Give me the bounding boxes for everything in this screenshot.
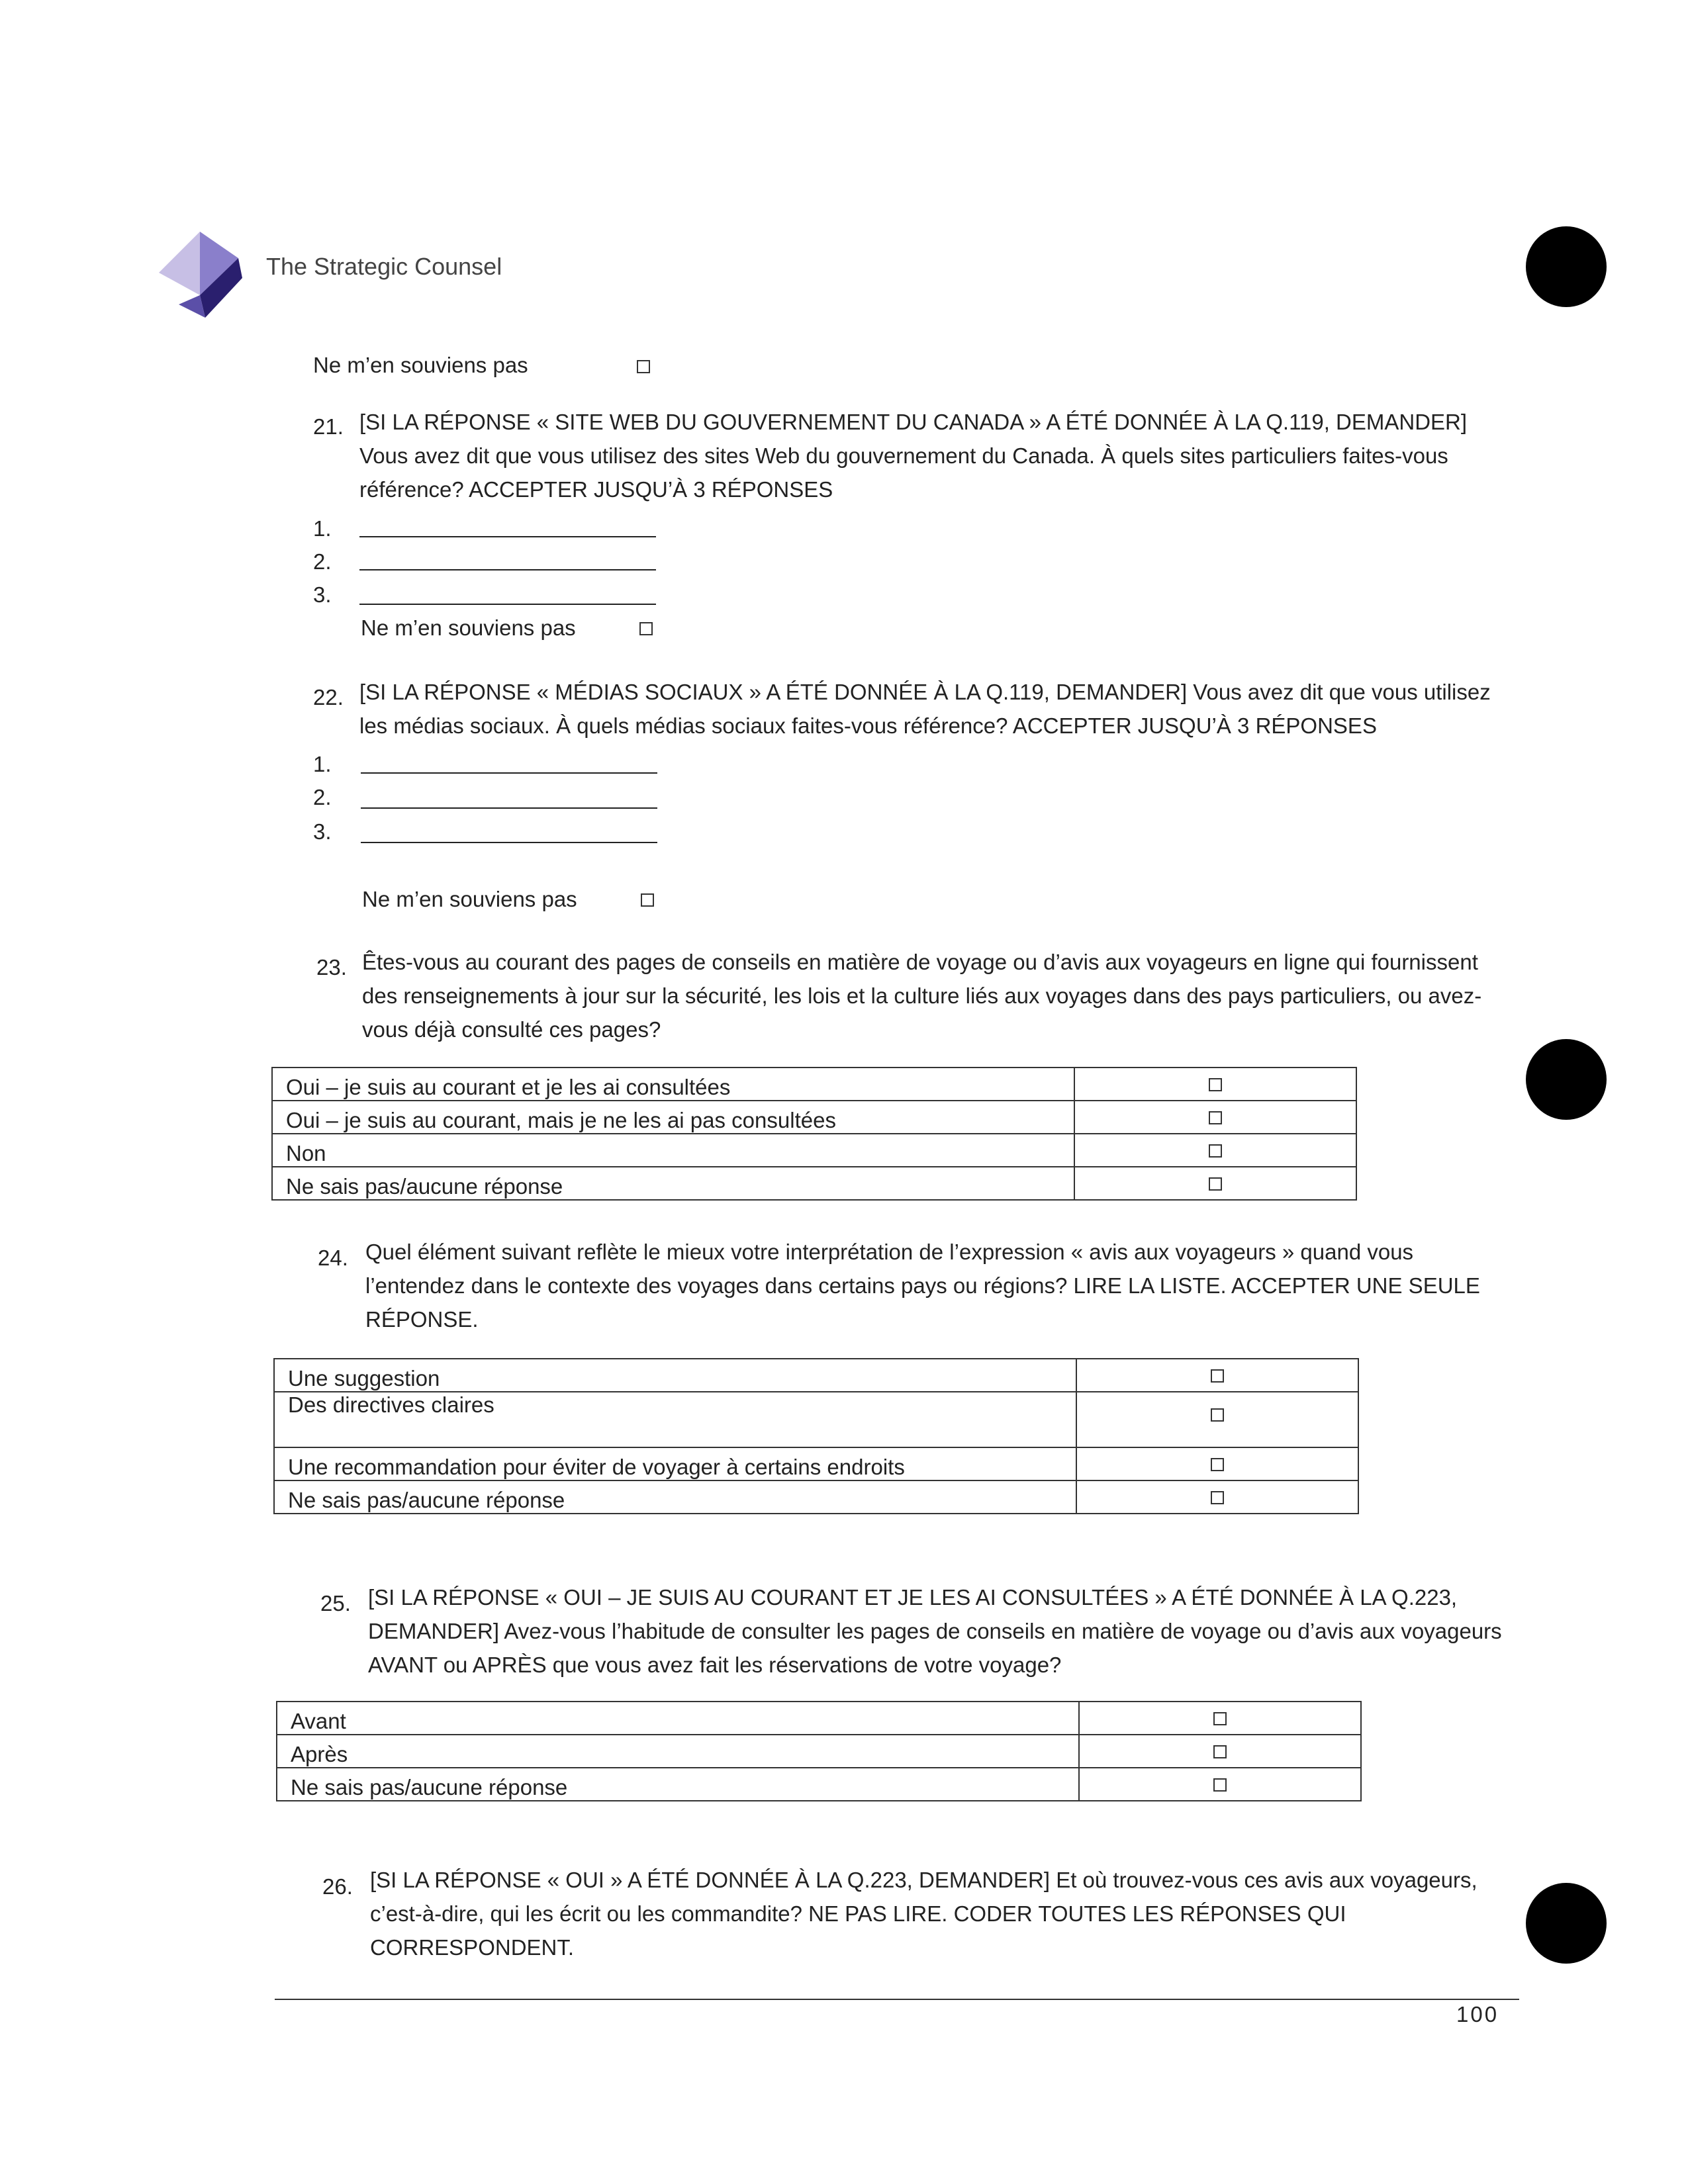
option-row (274, 1392, 1358, 1447)
question-number: 21. (313, 414, 344, 439)
question-22-text: [SI LA RÉPONSE « MÉDIAS SOCIAUX » A ÉTÉ DONNÉE À LA Q.119, DEMANDER] Vous avez dit que vous utilisez les médias sociaux. À quels médias sociaux faites-vous référence? ACCEPTER JUSQU’À 3 RÉPONSES (359, 680, 1491, 738)
option-checkbox[interactable] (1213, 1778, 1227, 1792)
question-number: 26. (322, 1874, 353, 1899)
question-21-text: [SI LA RÉPONSE « SITE WEB DU GOUVERNEMENT DU CANADA » A ÉTÉ DONNÉE À LA Q.119, DEMANDER] Vous avez dit que vous utilisez des sites Web du gouvernement du Canada. À quels sites particuliers faites-vous référence? ACCEPTER JUSQU’À 3 RÉPONSES (359, 410, 1468, 502)
answer-line[interactable] (359, 536, 656, 537)
option-checkbox[interactable] (1209, 1144, 1222, 1158)
option-checkbox[interactable] (1213, 1745, 1227, 1758)
answer-line-number: 2. (313, 785, 332, 809)
dont-recall-checkbox[interactable] (641, 893, 654, 907)
option-label: Non (272, 1134, 1074, 1167)
option-row (274, 1447, 1358, 1480)
option-checkbox[interactable] (1211, 1458, 1224, 1471)
dont-recall-label: Ne m’en souviens pas (362, 887, 577, 911)
question-number: 25. (320, 1591, 351, 1615)
answer-line[interactable] (359, 569, 656, 570)
dont-recall-checkbox[interactable] (637, 360, 650, 373)
option-row (277, 1702, 1361, 1735)
strategic-counsel-logo (159, 232, 245, 318)
option-label: Une suggestion (274, 1359, 1076, 1392)
option-label: Après (277, 1735, 1079, 1768)
option-checkbox[interactable] (1211, 1491, 1224, 1504)
option-label: Ne sais pas/aucune réponse (274, 1480, 1076, 1514)
question-number: 23. (316, 955, 347, 979)
option-row (272, 1068, 1356, 1101)
punch-hole-bottom (1526, 1883, 1607, 1964)
option-label: Oui – je suis au courant et je les ai consultées (272, 1068, 1074, 1101)
question-23-text: Êtes-vous au courant des pages de conseils en matière de voyage ou d’avis aux voyageurs en ligne qui fournissent des renseignements à jour sur la sécurité, les lois et la culture liés aux voyages dans des pays particuliers, ou avez-vous déjà consulté ces pages? (362, 950, 1482, 1042)
option-row (272, 1101, 1356, 1134)
option-checkbox[interactable] (1209, 1177, 1222, 1191)
answer-line-number: 1. (313, 516, 332, 541)
brand-name: The Strategic Counsel (266, 253, 502, 280)
answer-line[interactable] (361, 807, 657, 809)
option-row (274, 1480, 1358, 1514)
option-row (277, 1768, 1361, 1801)
dont-recall-label: Ne m’en souviens pas (361, 615, 576, 640)
answer-line[interactable] (359, 604, 656, 605)
dont-recall-checkbox[interactable] (639, 622, 653, 635)
q24-options-table (273, 1358, 1359, 1514)
question-number: 24. (318, 1246, 348, 1270)
answer-line[interactable] (361, 842, 657, 843)
option-row (274, 1359, 1358, 1392)
answer-line[interactable] (361, 772, 657, 774)
question-24-text: Quel élément suivant reflète le mieux votre interprétation de l’expression « avis aux voyageurs » quand vous l’entendez dans le contexte des voyages dans certains pays ou régions? LIRE LA LISTE. ACCEPTER UNE SEULE RÉPONSE. (365, 1240, 1480, 1332)
punch-hole-top (1526, 226, 1607, 307)
option-checkbox[interactable] (1209, 1111, 1222, 1124)
option-checkbox[interactable] (1209, 1078, 1222, 1091)
page-number: 100 (1456, 2002, 1499, 2026)
q23-options-table (271, 1067, 1357, 1201)
question-26-text: [SI LA RÉPONSE « OUI » A ÉTÉ DONNÉE À LA Q.223, DEMANDER] Et où trouvez-vous ces avis aux voyageurs, c’est-à-dire, qui les écrit ou les commandite? NE PAS LIRE. CODER TOUTES LES RÉPONSES QUI CORRESPONDENT. (370, 1868, 1477, 1960)
answer-line-number: 2. (313, 549, 332, 574)
option-checkbox[interactable] (1213, 1712, 1227, 1725)
option-checkbox[interactable] (1211, 1369, 1224, 1383)
option-checkbox[interactable] (1211, 1408, 1224, 1422)
question-25-text: [SI LA RÉPONSE « OUI – JE SUIS AU COURANT ET JE LES AI CONSULTÉES » A ÉTÉ DONNÉE À LA Q.223, DEMANDER] Avez-vous l’habitude de consulter les pages de conseils en matière de voyage ou d’avis aux voyageurs AVANT ou APRÈS que vous avez fait les réservations de votre voyage? (368, 1585, 1502, 1677)
footer-rule (275, 1999, 1519, 2000)
answer-line-number: 3. (313, 819, 332, 844)
answer-line-number: 3. (313, 582, 332, 607)
option-label: Ne sais pas/aucune réponse (277, 1768, 1079, 1801)
option-label: Avant (277, 1702, 1079, 1735)
option-label: Des directives claires (274, 1392, 1076, 1447)
option-row (272, 1167, 1356, 1200)
question-number: 22. (313, 685, 344, 709)
option-row (277, 1735, 1361, 1768)
option-label: Une recommandation pour éviter de voyager à certains endroits (274, 1447, 1076, 1480)
answer-line-number: 1. (313, 752, 332, 776)
dont-recall-label: Ne m’en souviens pas (313, 353, 528, 377)
option-label: Oui – je suis au courant, mais je ne les ai pas consultées (272, 1101, 1074, 1134)
option-row (272, 1134, 1356, 1167)
option-label: Ne sais pas/aucune réponse (272, 1167, 1074, 1200)
q25-options-table (276, 1701, 1362, 1801)
punch-hole-middle (1526, 1039, 1607, 1120)
